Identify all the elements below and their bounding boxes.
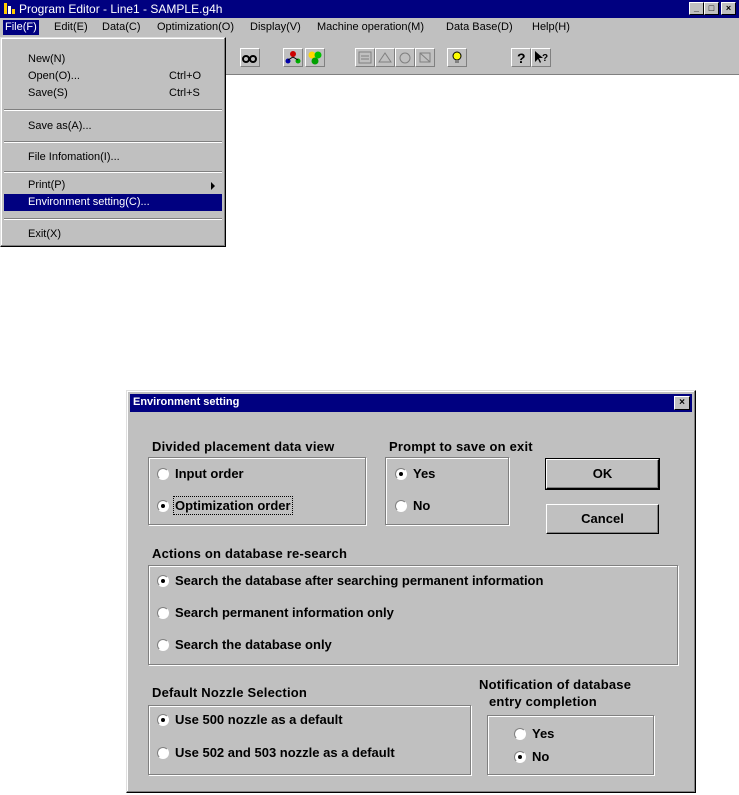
menu-item-print[interactable]: Print(P) [4,177,222,194]
radio-indicator [395,468,407,480]
radio-indicator [514,751,526,763]
menubar [0,18,739,38]
menu-help[interactable]: Help(H) [532,21,570,33]
radio-indicator [514,728,526,740]
prompt-save-label: Prompt to save on exit [389,439,533,454]
disabled-tool-1-icon[interactable] [355,48,375,67]
radio-indicator [157,575,169,587]
radio-indicator [157,500,169,512]
window-title: Program Editor - Line1 - SAMPLE.g4h [19,2,223,16]
ok-button[interactable]: OK [546,459,659,489]
radio-indicator [157,639,169,651]
radio-indicator [157,747,169,759]
notification-label-line2: entry completion [489,694,597,709]
menu-separator [4,141,222,143]
menu-item-environment-setting[interactable]: Environment setting(C)... [4,194,222,211]
menu-item-save[interactable]: Save(S) Ctrl+S [28,87,200,99]
menu-item-exit[interactable]: Exit(X) [28,228,61,240]
group-icon[interactable] [305,48,325,67]
menu-edit[interactable]: Edit(E) [54,21,88,33]
dialog-title: Environment setting [133,396,240,408]
menu-item-new[interactable]: New(N) [28,53,66,65]
lightbulb-icon[interactable] [447,48,467,67]
context-help-icon[interactable] [531,48,551,67]
disabled-tool-4-icon[interactable] [415,48,435,67]
app-titlebar [0,0,739,18]
network-icon[interactable] [283,48,303,67]
menu-item-open[interactable]: Open(O)... Ctrl+O [28,70,202,82]
svg-text:?: ? [517,50,526,66]
menu-display[interactable]: Display(V) [250,21,301,33]
cancel-button[interactable]: Cancel [546,504,659,534]
nozzle-label: Default Nozzle Selection [152,685,308,700]
research-label: Actions on database re-search [152,546,348,561]
dialog-close-button[interactable]: × [674,396,690,410]
maximize-button[interactable]: □ [704,2,719,15]
disabled-tool-3-icon[interactable] [395,48,415,67]
menu-separator [4,171,222,173]
prompt-save-group [385,457,509,525]
app-icon [3,2,16,15]
divided-view-label: Divided placement data view [152,439,335,454]
menu-item-file-information[interactable]: File Infomation(I)... [28,151,120,163]
submenu-arrow-icon [211,182,215,190]
menu-item-save-as[interactable]: Save as(A)... [28,120,92,132]
menu-data[interactable]: Data(C) [102,21,141,33]
radio-indicator [157,607,169,619]
minimize-button[interactable]: _ [689,2,704,15]
radio-indicator [157,468,169,480]
dialog-titlebar [130,394,692,412]
disabled-tool-2-icon[interactable] [375,48,395,67]
binoculars-icon[interactable] [240,48,260,67]
environment-setting-dialog: Environment setting × Divided placement data view Input order Optimization order Prompt to save on exit Yes No OK Cancel Actions on database re-search Search the database after searching permanent information Search permanent information only Search the database only Default Nozzle Selection Use 500 nozzle as a default Use 502 and 503 nozzle as a default Notification of database entry completion Yes No [126,390,696,793]
help-icon[interactable] [511,48,531,67]
menu-database[interactable]: Data Base(D) [446,21,513,33]
menu-separator [4,109,222,111]
menu-machine-operation[interactable]: Machine operation(M) [317,21,424,33]
notification-label-line1: Notification of database [479,677,632,692]
notification-group [487,715,654,775]
file-menu-dropdown [0,37,226,247]
radio-indicator [395,500,407,512]
menu-separator [4,218,222,220]
menu-optimization[interactable]: Optimization(O) [157,21,235,33]
svg-text:?: ? [542,53,549,64]
radio-indicator [157,714,169,726]
close-button[interactable]: × [721,2,736,15]
menu-file[interactable]: File(F) [5,21,37,33]
